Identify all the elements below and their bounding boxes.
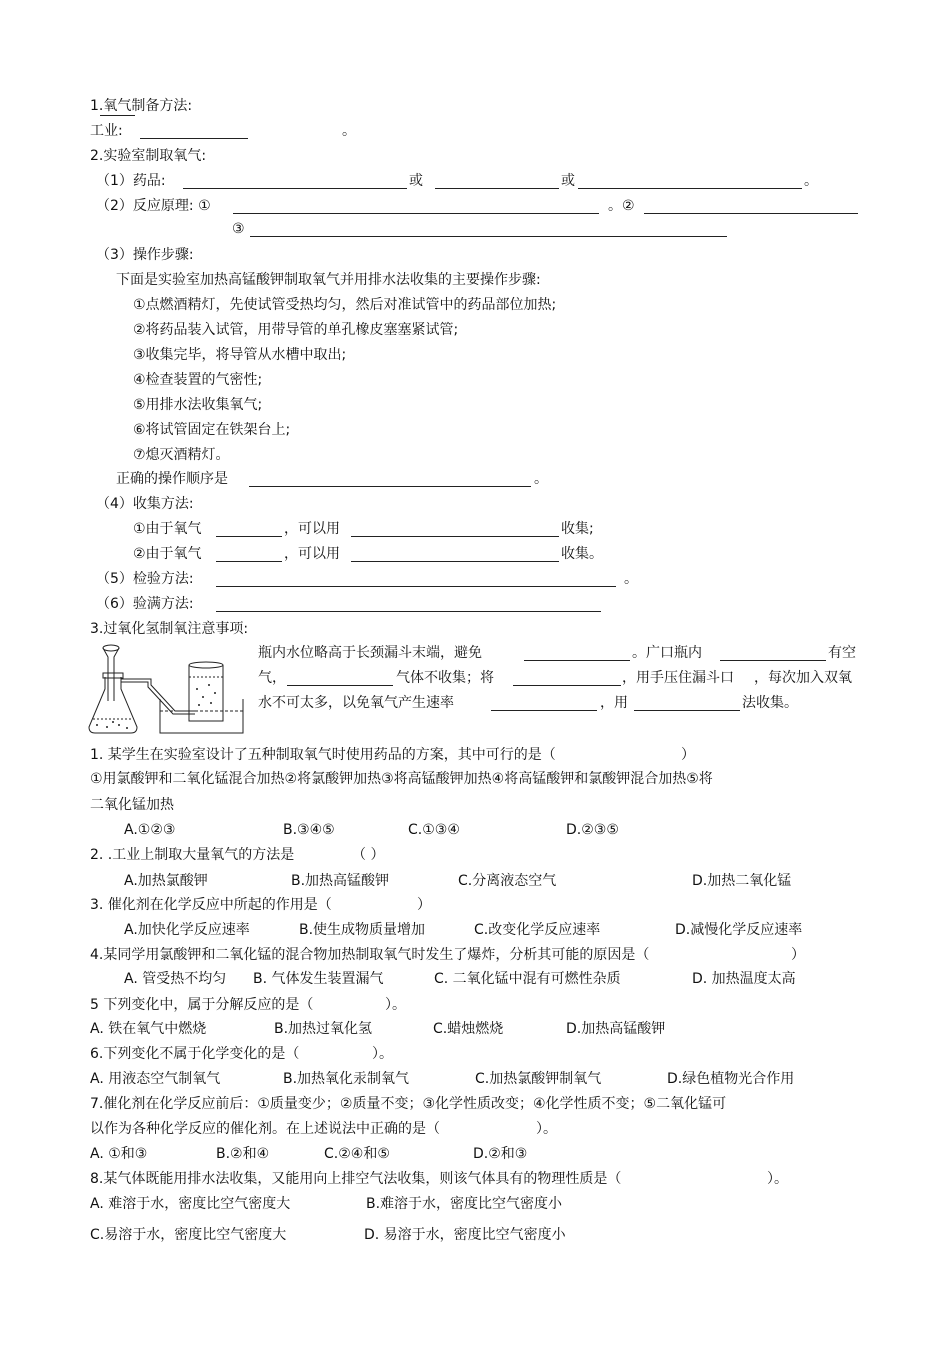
q6-option-d[interactable]: D.绿色植物光合作用 (667, 1071, 795, 1087)
s3-line1-c: 有空 (828, 645, 856, 661)
q6-option-b[interactable]: B.加热氧化汞制氧气 (283, 1071, 410, 1087)
q8-stem: 8.某气体既能用排水法收集，又能用向上排空气法收集，则该气体具有的物理性质是（ (90, 1171, 622, 1187)
q7-paren: ）。 (536, 1121, 557, 1137)
q1-stem: 1. 某学生在实验室设计了五种制取氧气时使用药品的方案，其中可行的是（ (90, 747, 556, 763)
q1-line2: ①用氯酸钾和二氧化锰混合加热②将氯酸钾加热③将高锰酸钾加热④将高锰酸钾和氯酸钾混合加热⑤将 (90, 771, 713, 787)
principle-mid: 。② (608, 198, 635, 214)
step-item: ⑦熄灭酒精灯。 (133, 447, 230, 463)
s3-line2-b: 气体不收集；将 (396, 670, 494, 686)
q8-paren: ）。 (767, 1171, 788, 1187)
q5-stem: 5 下列变化中，属于分解反应的是（ (90, 997, 314, 1013)
industry-line (90, 124, 123, 138)
collect-blank-1a[interactable] (216, 522, 282, 537)
q5-option-b[interactable]: B.加热过氧化氢 (274, 1021, 373, 1037)
step-item: ③收集完毕，将导管从水槽中取出; (133, 347, 347, 363)
industry-blank[interactable] (140, 124, 248, 139)
s3-line3-a: 水不可太多，以免氧气产生速率 (258, 695, 454, 711)
drugs-end: 。 (804, 173, 818, 189)
s3-blank-5[interactable] (491, 696, 597, 711)
q6-stem: 6.下列变化不属于化学变化的是（ (90, 1046, 300, 1062)
s3-line1-a: 瓶内水位略高于长颈漏斗末端，避免 (258, 645, 482, 661)
q1-option-d[interactable]: D.②③⑤ (566, 822, 619, 838)
s3-blank-2[interactable] (720, 646, 826, 661)
collect-blank-1b[interactable] (351, 522, 559, 537)
steps-intro: 下面是实验室加热高锰酸钾制取氧气并用排水法收集的主要操作步骤: (116, 272, 541, 288)
drugs-label: （1）药品: (96, 173, 166, 189)
principle-blank-2[interactable] (644, 199, 858, 214)
q8-option-a[interactable]: A. 难溶于水，密度比空气密度大 (90, 1196, 291, 1212)
q2-paren: （ ） (352, 847, 385, 863)
collect-2a: ②由于氧气 (133, 546, 202, 562)
q6-option-a[interactable]: A. 用液态空气制氧气 (90, 1071, 221, 1087)
q6-option-c[interactable]: C.加热氯酸钾制氧气 (475, 1071, 602, 1087)
q3-option-c[interactable]: C.改变化学反应速率 (474, 922, 601, 938)
q2-option-c[interactable]: C.分离液态空气 (458, 873, 557, 889)
full-blank[interactable] (216, 597, 601, 612)
collect-2b: ，可以用 (284, 546, 340, 562)
q1-line3: 二氧化锰加热 (90, 797, 174, 813)
step-item: ⑤用排水法收集氧气; (133, 397, 263, 413)
q8-option-c[interactable]: C.易溶于水，密度比空气密度大 (90, 1227, 287, 1243)
q4-paren: ） (791, 947, 805, 963)
drugs-or-1: 或 (409, 173, 423, 189)
order-blank[interactable] (249, 472, 531, 487)
collect-label: （4）收集方法: (96, 496, 194, 512)
s3-line2-a: 气， (258, 670, 286, 686)
s3-line3-b: ，用 (600, 695, 628, 711)
s3-blank-1[interactable] (524, 646, 630, 661)
q4-option-d[interactable]: D. 加热温度太高 (692, 971, 796, 987)
s3-blank-3[interactable] (287, 671, 393, 686)
q1-option-c[interactable]: C.①③④ (408, 822, 460, 838)
test-blank[interactable] (216, 572, 616, 587)
q7-option-a[interactable]: A. ①和③ (90, 1146, 148, 1162)
q1-paren: ） (681, 747, 695, 763)
q8-option-b[interactable]: B.难溶于水，密度比空气密度小 (366, 1196, 563, 1212)
principle-label: （2）反应原理: ① (96, 198, 211, 214)
collect-1c: 收集; (561, 521, 594, 537)
q1-option-b[interactable]: B.③④⑤ (283, 822, 335, 838)
q4-stem: 4.某同学用氯酸钾和二氧化锰的混合物加热制取氧气时发生了爆炸，分析其可能的原因是（ (90, 947, 650, 963)
q1-option-a[interactable]: A.①②③ (124, 822, 176, 838)
principle-3-label: ③ (232, 221, 245, 237)
q5-option-a[interactable]: A. 铁在氧气中燃烧 (90, 1021, 207, 1037)
q4-option-a[interactable]: A. 管受热不均匀 (124, 971, 227, 987)
step-item: ⑥将试管固定在铁架台上; (133, 422, 291, 438)
title-underline (100, 115, 135, 116)
drugs-blank-1[interactable] (183, 174, 407, 189)
q5-option-d[interactable]: D.加热高锰酸钾 (566, 1021, 666, 1037)
s3-line1-b: 。广口瓶内 (632, 645, 702, 661)
q2-option-b[interactable]: B.加热高锰酸钾 (291, 873, 390, 889)
q7-option-b[interactable]: B.②和④ (216, 1146, 270, 1162)
s3-line2-c: ，用手压住漏斗口 (622, 670, 734, 686)
q6-paren: ）。 (372, 1046, 393, 1062)
q4-option-c[interactable]: C. 二氧化锰中混有可燃性杂质 (434, 971, 621, 987)
q7-line1: 7.催化剂在化学反应前后：①质量变少；②质量不变；③化学性质改变；④化学性质不变；⑤二氧化锰可 (90, 1096, 727, 1112)
collect-1a: ①由于氧气 (133, 521, 202, 537)
q8-option-d[interactable]: D. 易溶于水，密度比空气密度小 (364, 1227, 566, 1243)
collect-blank-2b[interactable] (351, 547, 559, 562)
s3-blank-6[interactable] (634, 696, 740, 711)
drugs-or-2: 或 (561, 173, 575, 189)
q7-option-c[interactable]: C.②④和⑤ (324, 1146, 390, 1162)
order-end: 。 (534, 471, 548, 487)
drugs-blank-2[interactable] (435, 174, 559, 189)
q3-option-d[interactable]: D.减慢化学反应速率 (675, 922, 803, 938)
q3-option-a[interactable]: A.加快化学反应速率 (124, 922, 250, 938)
s3-line3-c: 法收集。 (742, 695, 798, 711)
q5-paren: ）。 (385, 997, 406, 1013)
q2-stem: 2. .工业上制取大量氧气的方法是 (90, 847, 295, 863)
industry-end: 。 (342, 123, 356, 139)
s3-blank-4[interactable] (513, 671, 621, 686)
step-item: ④检查装置的气密性; (133, 372, 263, 388)
q5-option-c[interactable]: C.蜡烛燃烧 (433, 1021, 504, 1037)
order-label: 正确的操作顺序是 (116, 471, 228, 487)
q3-paren: ） (417, 897, 431, 913)
q7-line2: 以作为各种化学反应的催化剂。在上述说法中正确的是（ (90, 1121, 440, 1137)
collect-1b: ，可以用 (284, 521, 340, 537)
section3-title: 3.过氧化氢制氧注意事项: (90, 621, 249, 637)
collect-2c: 收集。 (561, 546, 603, 562)
steps-label: （3）操作步骤: (96, 247, 194, 263)
q2-option-d[interactable]: D.加热二氧化锰 (692, 873, 792, 889)
q3-option-b[interactable]: B.使生成物质量增加 (299, 922, 426, 938)
section2-title: 2.实验室制取氧气: (90, 148, 207, 164)
step-item: ①点燃酒精灯，先使试管受热均匀，然后对准试管中的药品部位加热; (133, 297, 557, 313)
principle-blank-3[interactable] (250, 222, 727, 237)
section1-title: 1.氧气制备方法: (90, 98, 193, 114)
principle-blank-1[interactable] (233, 199, 599, 214)
drugs-blank-3[interactable] (578, 174, 802, 189)
test-label: （5）检验方法: (96, 571, 194, 587)
q4-option-b[interactable]: B. 气体发生装置漏气 (253, 971, 384, 987)
collect-blank-2a[interactable] (216, 547, 282, 562)
full-label: （6）验满方法: (96, 596, 194, 612)
s3-line2-d: ，每次加入双氧 (754, 670, 852, 686)
test-end: 。 (624, 571, 638, 587)
step-item: ②将药品装入试管，用带导管的单孔橡皮塞塞紧试管; (133, 322, 459, 338)
industry-label: 工业: (90, 123, 123, 139)
oxygen-apparatus-diagram (85, 641, 245, 736)
q2-option-a[interactable]: A.加热氯酸钾 (124, 873, 208, 889)
q7-option-d[interactable]: D.②和③ (473, 1146, 528, 1162)
q3-stem: 3. 催化剂在化学反应中所起的作用是（ (90, 897, 332, 913)
